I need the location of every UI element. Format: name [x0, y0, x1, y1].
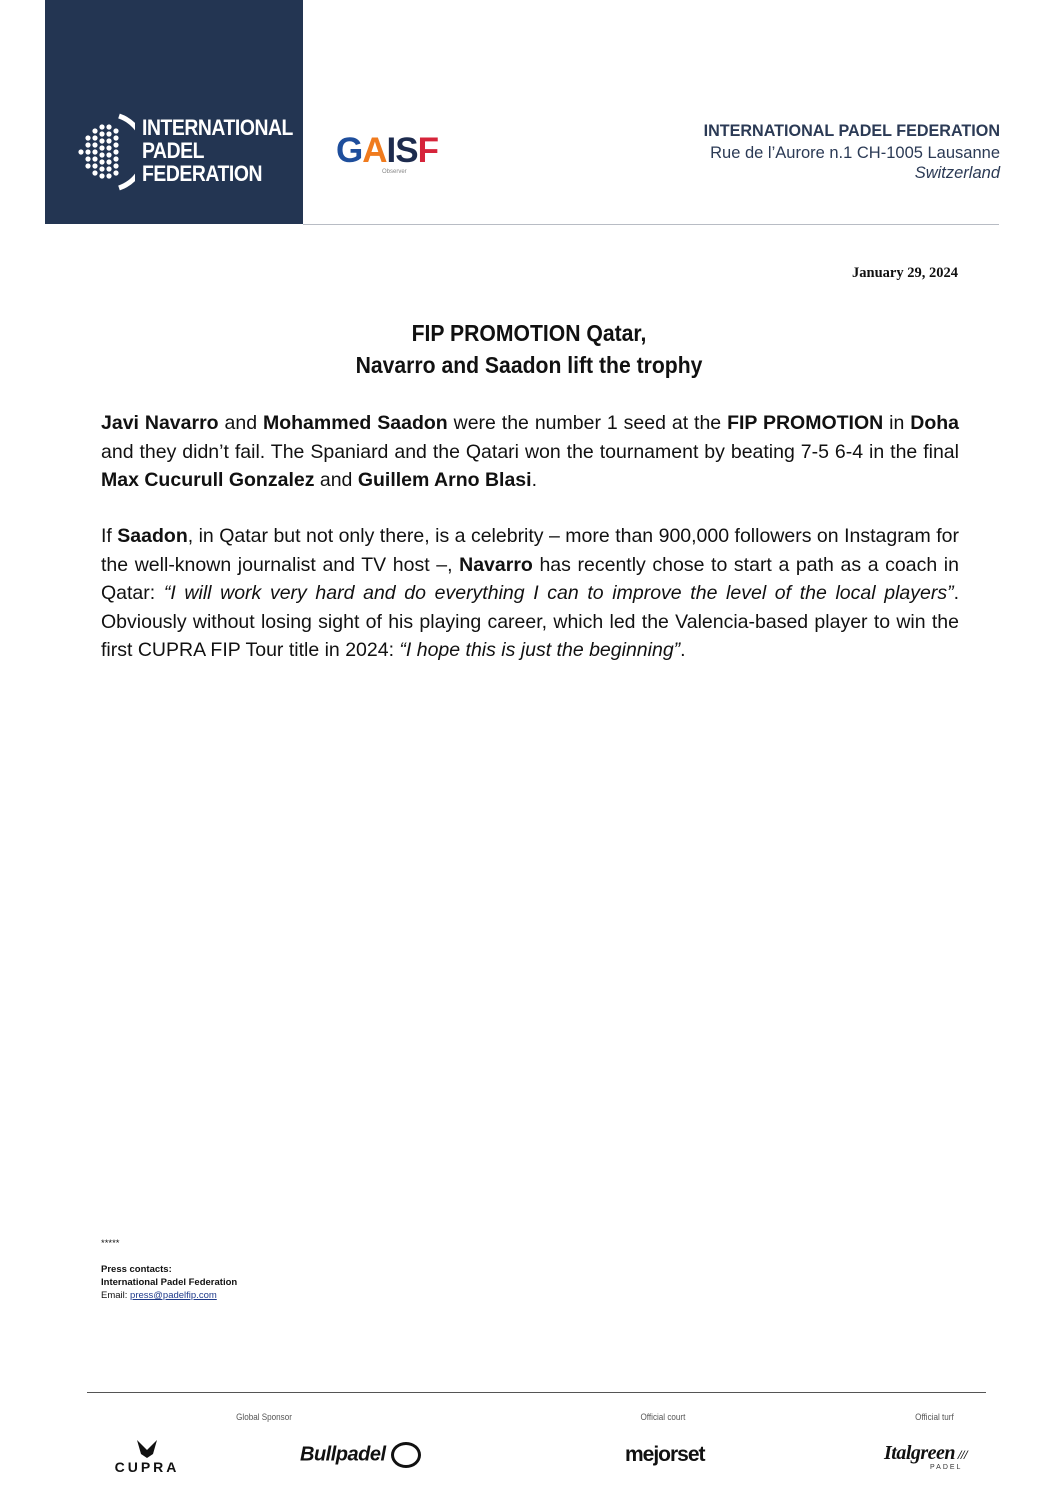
paragraph-1 [101, 409, 959, 495]
paragraph2-run: Navarro [459, 553, 533, 576]
paragraph1-run: and they didn’t fail. The Spaniard and the Qatari won the tournament by beating 7-5 6-4 in the final [101, 440, 959, 463]
paragraph1-run: and [218, 412, 263, 434]
italgreen-padel-sub: PADEL [930, 1464, 963, 1471]
email-label: Email: [101, 1290, 131, 1301]
cupra-wordmark: CUPRA [114, 1459, 180, 1474]
paragraph-2 [101, 522, 959, 665]
paragraph1-run: FIP PROMOTION [727, 412, 884, 434]
paragraph2-run: If [101, 525, 118, 547]
gaisf-wordmark: GAISF [336, 131, 438, 170]
italgreen-logo [884, 1442, 967, 1465]
logo-line-3: FEDERATION [142, 161, 263, 186]
mejorset-logo: mejorset [625, 1443, 705, 1466]
logo-line-2: PADEL [142, 138, 204, 163]
bullpadel-logo [300, 1442, 421, 1468]
paragraph1-run: Max Cucurull Gonzalez [101, 469, 315, 492]
paragraph1-run: Mohammed Saadon [262, 412, 448, 434]
footer-divider [87, 1392, 986, 1393]
logo-line-1: INTERNATIONAL [142, 115, 293, 140]
gaisf-observer-label: Observer [382, 169, 407, 175]
global-sponsor-label: Global Sponsor [236, 1412, 292, 1422]
paragraph2-run: “I hope this is just the beginning” [399, 639, 681, 662]
italgreen-grass-icon: /// [955, 1447, 968, 1462]
contacts-organization: International Padel Federation [101, 1277, 238, 1288]
organization-street: Rue de l’Aurore n.1 CH-1005 Lausanne [710, 144, 1000, 162]
official-turf-label: Official turf [915, 1412, 954, 1422]
title-line-2: Navarro and Saadon lift the trophy [355, 352, 703, 378]
paragraph1-run: were the number 1 seed at the [447, 412, 728, 434]
header-logo-panel [45, 0, 303, 224]
bullpadel-wordmark: Bullpadel [300, 1443, 386, 1466]
paragraph1-run: in [883, 412, 911, 434]
press-release-title [42, 317, 1015, 381]
padel-ball-logo-icon [75, 112, 135, 192]
title-line-1: FIP PROMOTION Qatar, [411, 320, 647, 346]
paragraph2-run: . Obviously without losing sight of his playing career, which led the Valencia-based player to win the first CUPRA FIP Tour title in 2024: [101, 582, 960, 662]
bullpadel-emblem-icon [391, 1442, 421, 1468]
paragraph2-run: “I will work very hard and do everything I can to improve the level of the local players” [163, 582, 954, 605]
organization-name: INTERNATIONAL PADEL FEDERATION [703, 121, 1000, 140]
separator-stars: ***** [101, 1238, 120, 1249]
email-link[interactable]: press@padelfip.com [130, 1290, 217, 1301]
paragraph2-run: has recently chose to start a path as a coach in Qatar: [101, 553, 959, 605]
paragraph1-run: Javi Navarro [101, 412, 219, 434]
paragraph2-run: , in Qatar but not only there, is a celebrity – more than 900,000 followers on Instagram for the well-known journalist and TV host –, [101, 525, 959, 576]
press-contacts [101, 1237, 237, 1302]
contacts-email-row [101, 1289, 237, 1302]
paragraph1-run: Doha [910, 412, 959, 434]
organization-country: Switzerland [914, 164, 1000, 182]
federation-logo-text [142, 116, 293, 185]
header-divider [303, 224, 999, 225]
paragraph1-run: Guillem Arno Blasi [357, 469, 532, 492]
paragraph2-run: Saadon [117, 525, 188, 547]
italgreen-wordmark: Italgreen [884, 1442, 956, 1464]
document-date: January 29, 2024 [852, 265, 958, 281]
paragraph1-run: . [531, 469, 537, 492]
paragraph1-run: and [314, 469, 358, 492]
organization-address [688, 121, 1000, 183]
contacts-label: Press contacts: [101, 1264, 172, 1275]
paragraph2-run: . [680, 639, 686, 662]
cupra-logo [93, 1438, 201, 1474]
official-court-label: Official court [640, 1412, 686, 1422]
gaisf-logo [336, 133, 438, 175]
